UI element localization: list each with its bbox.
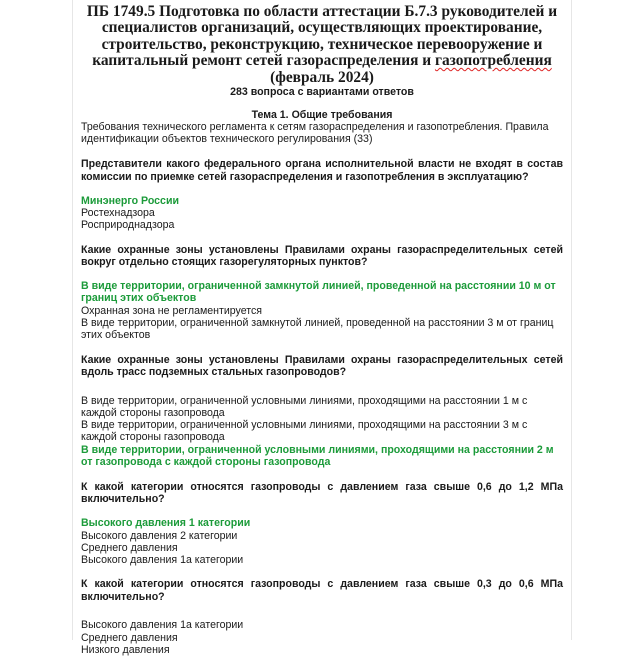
title-misspelled-word: газопотребления [434,52,552,70]
answer-list [81,517,563,566]
question-block [81,578,563,656]
answer-option: В виде территории, ограниченной условными линиями, проходящими на расстоянии 3 м с каждой стороны газопровода [81,419,528,444]
answer-option: В виде территории, ограниченной условными линиями, проходящими на расстоянии 1 м с каждой стороны газопровода [81,394,528,419]
correct-answer: Минэнерго России [81,194,179,207]
question-text: Какие охранные зоны установлены Правилами охраны газораспределительных сетей вокруг отдельно стоящих газорегуляторных пунктов? [81,243,563,269]
question-block [81,158,563,231]
topic-title: Тема 1. Общие требования [251,109,393,122]
question-text: К какой категории относятся газопроводы с давлением газа свыше 0,6 до 1,2 МПа включительно? [81,480,563,506]
answer-option: Высокого давления 1а категории [81,553,244,566]
answer-option: Росприроднадзора [81,219,175,232]
answer-option: Охранная зона не регламентируется [81,305,263,317]
correct-answer: В виде территории, ограниченной условными линиями, проходящими на расстоянии 2 м от газопровода с каждой стороны газопровода [81,443,554,469]
title-date: (февраль 2024) [270,68,374,86]
question-block [81,244,563,342]
questions-list [81,158,563,656]
answer-option: Ростехнадзора [81,207,155,220]
question-count: 283 вопроса с вариантами ответов [230,86,414,99]
correct-answer: В виде территории, ограниченной замкнутой линией, проведенной на расстоянии 10 м от границ этих объектов [81,279,556,305]
question-text: К какой категории относятся газопроводы с давлением газа свыше 0,3 до 0,6 МПа включительно? [81,578,563,603]
question-text: Какие охранные зоны установлены Правилами охраны газораспределительных сетей вдоль трасс подземных стальных газопроводов? [81,353,563,379]
answer-list [81,195,563,232]
answer-list [81,619,563,656]
answer-option: В виде территории, ограниченной замкнутой линией, проведенной на расстоянии 3 м от границ этих объектов [81,317,554,342]
answer-option: Низкого давления [81,643,170,656]
question-block [81,481,563,566]
answer-option: Среднего давления [81,541,178,554]
document-page [72,0,572,656]
answer-list [81,395,563,469]
correct-answer: Высокого давления 1 категории [81,516,251,529]
question-text: Представители какого федерального органа исполнительной власти не входят в состав комиссии по приемке сетей газораспределения и газопотребления в эксплуатацию? [81,158,563,184]
title-text: ПБ 1749.5 Подготовка по области аттестации Б.7.3 руководителей и специалистов организаций, осуществляющих проектирование, строительство, реконструкцию, техническое перевооружение и капитальный ремонт сетей газораспределения и [86,3,558,70]
topic-description: Требования технического регламента к сетям газораспределения и газопотребления. Правила идентификации объектов технического регулирования (33) [81,121,549,146]
document-content [81,4,563,668]
answer-list [81,280,563,342]
answer-option: Среднего давления [81,631,178,644]
answer-option: Высокого давления 1а категории [81,619,244,632]
answer-option: Высокого давления 2 категории [81,529,238,542]
document-title [81,4,563,86]
question-block [81,354,563,469]
